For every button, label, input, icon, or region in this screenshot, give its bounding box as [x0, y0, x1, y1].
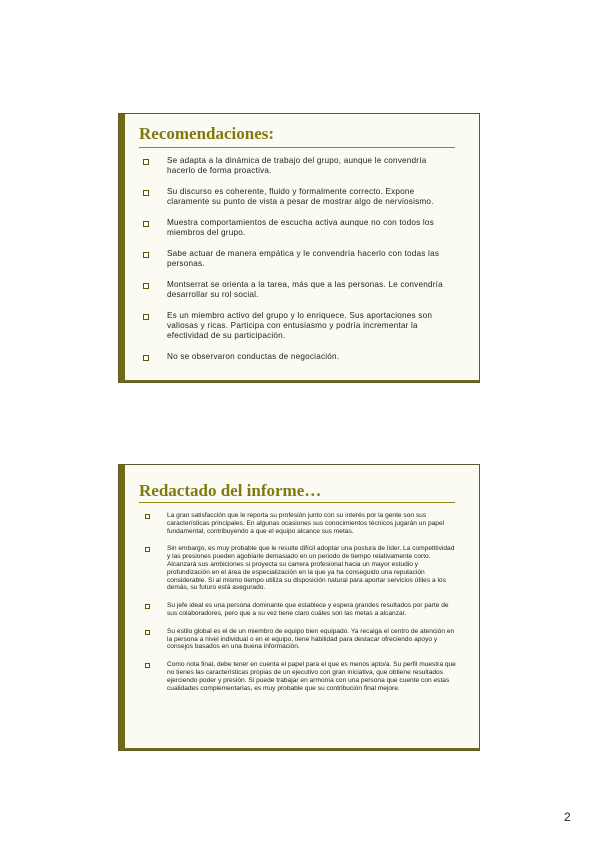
list-item: La gran satisfacción que le reporta su profesión junto con su interés por la gente son sus características principales. En algunas ocasiones sus conocimientos técnicos jugarán un papel fundamental, contribuyendo a que el equipo alcance sus metas. — [139, 512, 457, 535]
square-bullet-icon — [145, 630, 150, 635]
square-bullet-icon — [143, 355, 149, 361]
square-bullet-icon — [145, 514, 150, 519]
title-underline — [139, 502, 455, 503]
bullet-list — [139, 512, 457, 702]
list-item: Su jefe ideal es una persona dominante que establece y espera grandes resultados por parte de sus colaboradores, pero que a su vez tiene claro cuáles son las metas a alcanzar. — [139, 602, 457, 618]
slide-bottom-rule — [119, 748, 479, 750]
list-item: Se adapta a la dinámica de trabajo del grupo, aunque le convendría hacerlo de forma proactiva. — [139, 156, 457, 176]
slide-bottom-rule — [119, 380, 479, 382]
square-bullet-icon — [145, 547, 150, 552]
list-item: Es un miembro activo del grupo y lo enriquece. Sus aportaciones son valiosas y ricas. Participa con entusiasmo y podría incrementar la efectividad de su participación. — [139, 311, 457, 341]
bullet-list — [139, 156, 457, 373]
slide-accent-bar — [119, 114, 125, 382]
square-bullet-icon — [145, 663, 150, 668]
slide-redactado-informe — [118, 464, 480, 751]
list-item: Montserrat se orienta a la tarea, más que a las personas. Le convendría desarrollar su rol social. — [139, 280, 457, 300]
square-bullet-icon — [143, 190, 149, 196]
title-underline — [139, 147, 455, 148]
slide-accent-bar — [119, 465, 125, 750]
slide-recomendaciones — [118, 113, 480, 383]
square-bullet-icon — [143, 221, 149, 227]
slide-title: Redactado del informe… — [139, 481, 322, 500]
list-item: Su estilo global es el de un miembro de equipo bien equipado. Ya recaiga el centro de atención en la persona a nivel individual o en el equipo, tiene habilidad para destacar ofreciendo apoyo y consejos basados en una buena información. — [139, 628, 457, 651]
page-number: 2 — [564, 810, 571, 824]
list-item: Muestra comportamientos de escucha activa aunque no con todos los miembros del grupo. — [139, 218, 457, 238]
list-item: No se observaron conductas de negociación. — [139, 352, 457, 362]
square-bullet-icon — [143, 252, 149, 258]
square-bullet-icon — [143, 283, 149, 289]
list-item: Como nota final, debe tener en cuenta el papel para el que es menos apto/a. Su perfil muestra que no tienes las características propias de un ejecutivo con gran iniciativa, que obtiene resultados ejerciendo poder y presión. Si puede trabajar en armonía con una persona que cuente con estas cualidades complementarias, es muy probable que su contribución final mejore. — [139, 661, 457, 692]
square-bullet-icon — [143, 159, 149, 165]
square-bullet-icon — [143, 314, 149, 320]
list-item: Sabe actuar de manera empática y le convendría hacerlo con todas las personas. — [139, 249, 457, 269]
list-item: Sin embargo, es muy probable que le resulte difícil adoptar una postura de líder. La competitividad y las presiones pueden agobiarle demasiado en un periodo de tiempo relativamente corto. Alcanzará sus ambiciones si proyecta su carrera profesional hacia un mayor estudio y profundización en el área de especialización en la que ya ha conseguido una reputación considerable. Si al mismo tiempo utiliza su disposición natural para aportar servicios útiles a los demás, su futuro está asegurado. — [139, 545, 457, 592]
square-bullet-icon — [145, 604, 150, 609]
slide-title: Recomendaciones: — [139, 124, 275, 143]
list-item: Su discurso es coherente, fluido y formalmente correcto. Expone claramente su punto de vista a pesar de mostrar algo de nerviosismo. — [139, 187, 457, 207]
